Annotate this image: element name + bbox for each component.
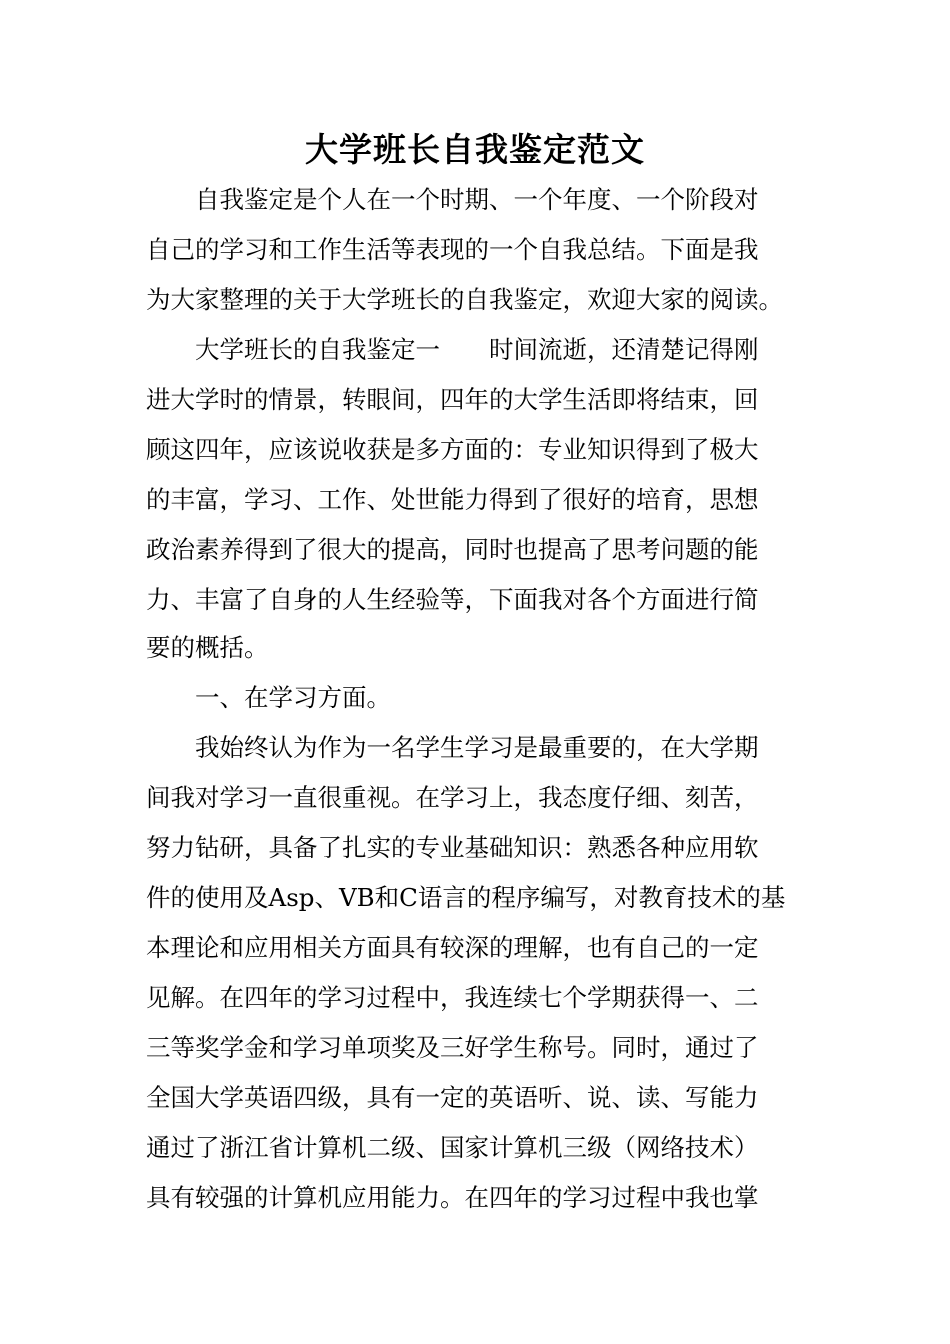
paragraph-line: 件的使用及Asp、VB和C语言的程序编写，对教育技术的基 [146, 883, 786, 912]
paragraph-line: 顾这四年，应该说收获是多方面的：专业知识得到了极大 [146, 435, 759, 464]
paragraph-line: 的丰富，学习、工作、处世能力得到了很好的培育，思想 [146, 485, 759, 514]
paragraph-line: 通过了浙江省计算机二级、国家计算机三级（网络技术） [146, 1133, 759, 1162]
paragraph-line: 具有较强的计算机应用能力。在四年的学习过程中我也掌 [146, 1183, 759, 1212]
paragraph-line: 大学班长的自我鉴定一 时间流逝，还清楚记得刚 [146, 335, 759, 364]
paragraph-line: 政治素养得到了很大的提高，同时也提高了思考问题的能 [146, 535, 759, 564]
paragraph-line: 全国大学英语四级，具有一定的英语听、说、读、写能力 [146, 1083, 759, 1112]
paragraph-line: 间我对学习一直很重视。在学习上，我态度仔细、刻苦， [146, 783, 759, 812]
section-heading: 一、在学习方面。 [146, 683, 391, 712]
paragraph-line: 为大家整理的关于大学班长的自我鉴定，欢迎大家的阅读。 [146, 285, 783, 314]
paragraph-line: 力、丰富了自身的人生经验等，下面我对各个方面进行简 [146, 585, 759, 614]
paragraph-line: 努力钻研，具备了扎实的专业基础知识：熟悉各种应用软 [146, 833, 759, 862]
paragraph-line: 三等奖学金和学习单项奖及三好学生称号。同时，通过了 [146, 1033, 759, 1062]
paragraph-line: 我始终认为作为一名学生学习是最重要的，在大学期 [146, 733, 759, 762]
paragraph-line: 自己的学习和工作生活等表现的一个自我总结。下面是我 [146, 235, 759, 264]
paragraph-line: 本理论和应用相关方面具有较深的理解，也有自己的一定 [146, 933, 759, 962]
paragraph-line: 自我鉴定是个人在一个时期、一个年度、一个阶段对 [146, 185, 759, 214]
paragraph-line: 进大学时的情景，转眼间，四年的大学生活即将结束，回 [146, 385, 759, 414]
document-title: 大学班长自我鉴定范文 [305, 130, 645, 169]
paragraph-line: 见解。在四年的学习过程中，我连续七个学期获得一、二 [146, 983, 759, 1012]
paragraph-line: 要的概括。 [146, 633, 269, 662]
